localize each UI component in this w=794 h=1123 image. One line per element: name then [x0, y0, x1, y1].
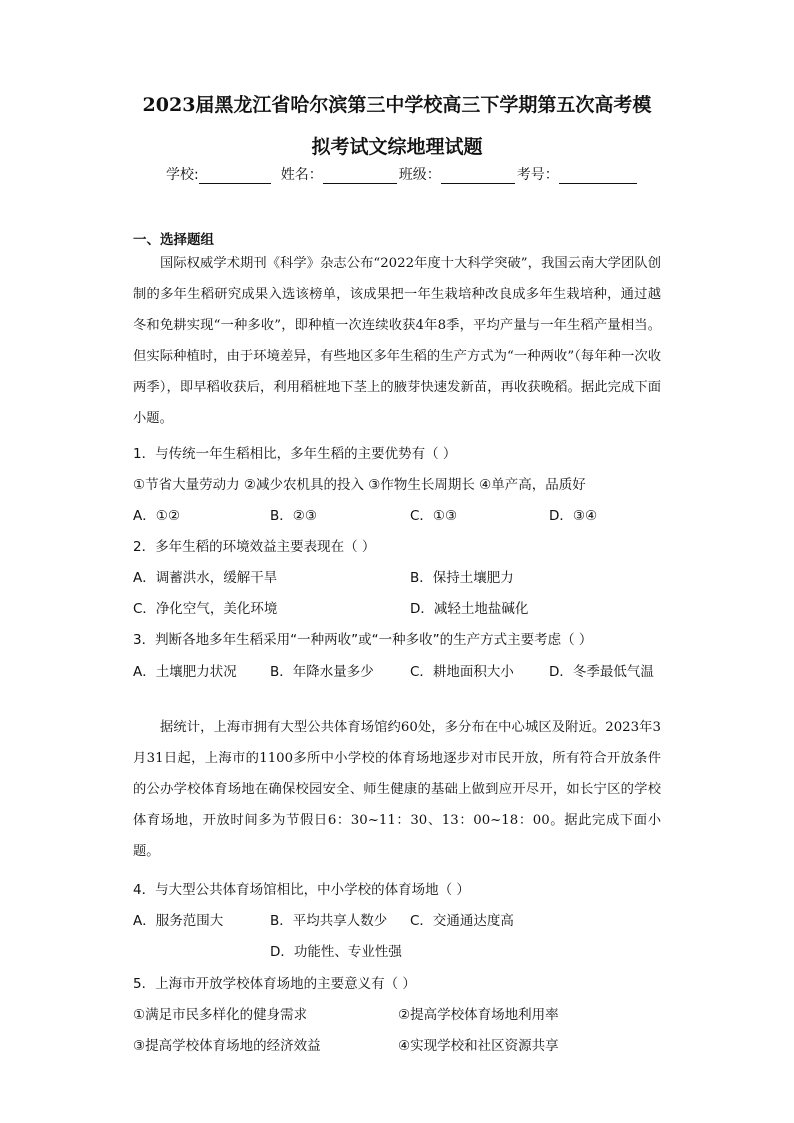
q3-option-d[interactable]: D．冬季最低气温: [549, 664, 654, 680]
q5-statement-3: ③提高学校体育场地的经济效益: [133, 1038, 321, 1054]
school-blank[interactable]: [199, 169, 271, 184]
q5-statement-4: ④实现学校和社区资源共享: [398, 1038, 559, 1054]
q1-option-c[interactable]: C．①③: [410, 508, 458, 524]
section-title: 一、选择题组: [133, 232, 214, 248]
student-info-row: [166, 164, 637, 184]
q2-option-a[interactable]: A．调蓄洪水，缓解干旱: [133, 570, 278, 586]
question-1-statements: ①节省大量劳动力 ②减少农机具的投入 ③作物生长周期长 ④单产高，品质好: [133, 477, 586, 493]
q4-option-a[interactable]: A．服务范围大: [133, 913, 224, 929]
class-label: 班级：: [398, 167, 441, 183]
q1-option-b[interactable]: B．②③: [270, 508, 317, 524]
name-label: 姓名：: [280, 167, 323, 183]
q5-statement-1: ①满足市民多样化的健身需求: [133, 1007, 308, 1023]
q1-option-d[interactable]: D．③④: [549, 508, 598, 524]
exam-number-blank[interactable]: [559, 169, 637, 184]
exam-title-line2: 拟考试文综地理试题: [311, 136, 483, 158]
question-3-stem: 3．判断各地多年生稻采用“一种两收”或“一种多收”的生产方式主要考虑（ ）: [133, 632, 593, 648]
school-label: 学校:: [166, 167, 199, 183]
passage-sports-venues: 据统计，上海市拥有大型公共体育场馆约60处，多分布在中心城区及附近。2023年3月31日起，上海市的1100多所中小学校的体育场地逐步对市民开放，所有符合开放条件的公办学校体育场地在确保校园安全、师生健康的基础上做到应开尽开，如长宁区的学校体育场地，开放时间多为节假日6：30~11：30、13：00~18：00。据此完成下面小题。: [133, 720, 661, 859]
q5-statement-2: ②提高学校体育场地利用率: [398, 1007, 559, 1023]
q4-option-c[interactable]: C．交通通达度高: [410, 913, 514, 929]
q3-option-a[interactable]: A．土壤肥力状况: [133, 664, 237, 680]
q2-option-c[interactable]: C．净化空气，美化环境: [133, 601, 278, 617]
question-4-stem: 4．与大型公共体育场馆相比，中小学校的体育场地（ ）: [133, 882, 470, 898]
question-1-stem: 1．与传统一年生稻相比，多年生稻的主要优势有（ ）: [133, 446, 457, 462]
q1-option-a[interactable]: A．①②: [133, 508, 180, 524]
class-blank[interactable]: [441, 169, 515, 184]
question-2-stem: 2．多年生稻的环境效益主要表现在（ ）: [133, 539, 376, 555]
q2-option-d[interactable]: D．减轻土地盐碱化: [410, 601, 529, 617]
question-5-stem: 5．上海市开放学校体育场地的主要意义有（ ）: [133, 976, 416, 992]
passage-rice: 国际权威学术期刊《科学》杂志公布“2022年度十大科学突破”，我国云南大学团队创制的多年生稻研究成果入选该榜单，该成果把一年生栽培种改良成多年生栽培种，通过越冬和免耕实现“一种多收”，即种植一次连续收获4年8季，平均产量与一年生稻产量相当。但实际种植时，由于环境差异，有些地区多年生稻的生产方式为“一种两收”（每年种一次收两季），即早稻收获后，利用稻桩地下茎上的腋芽快速发新苗，再收获晚稻。据此完成下面小题。: [133, 256, 661, 426]
exam-title-line1: 2023届黑龙江省哈尔滨第三中学校高三下学期第五次高考模: [142, 94, 652, 116]
q2-option-b[interactable]: B．保持土壤肥力: [410, 570, 514, 586]
exam-number-label: 考号：: [516, 167, 559, 183]
q4-option-d[interactable]: D．功能性、专业性强: [270, 944, 402, 960]
q4-option-b[interactable]: B．平均共享人数少: [270, 913, 388, 929]
q3-option-b[interactable]: B．年降水量多少: [270, 664, 374, 680]
name-blank[interactable]: [323, 169, 397, 184]
q3-option-c[interactable]: C．耕地面积大小: [410, 664, 514, 680]
